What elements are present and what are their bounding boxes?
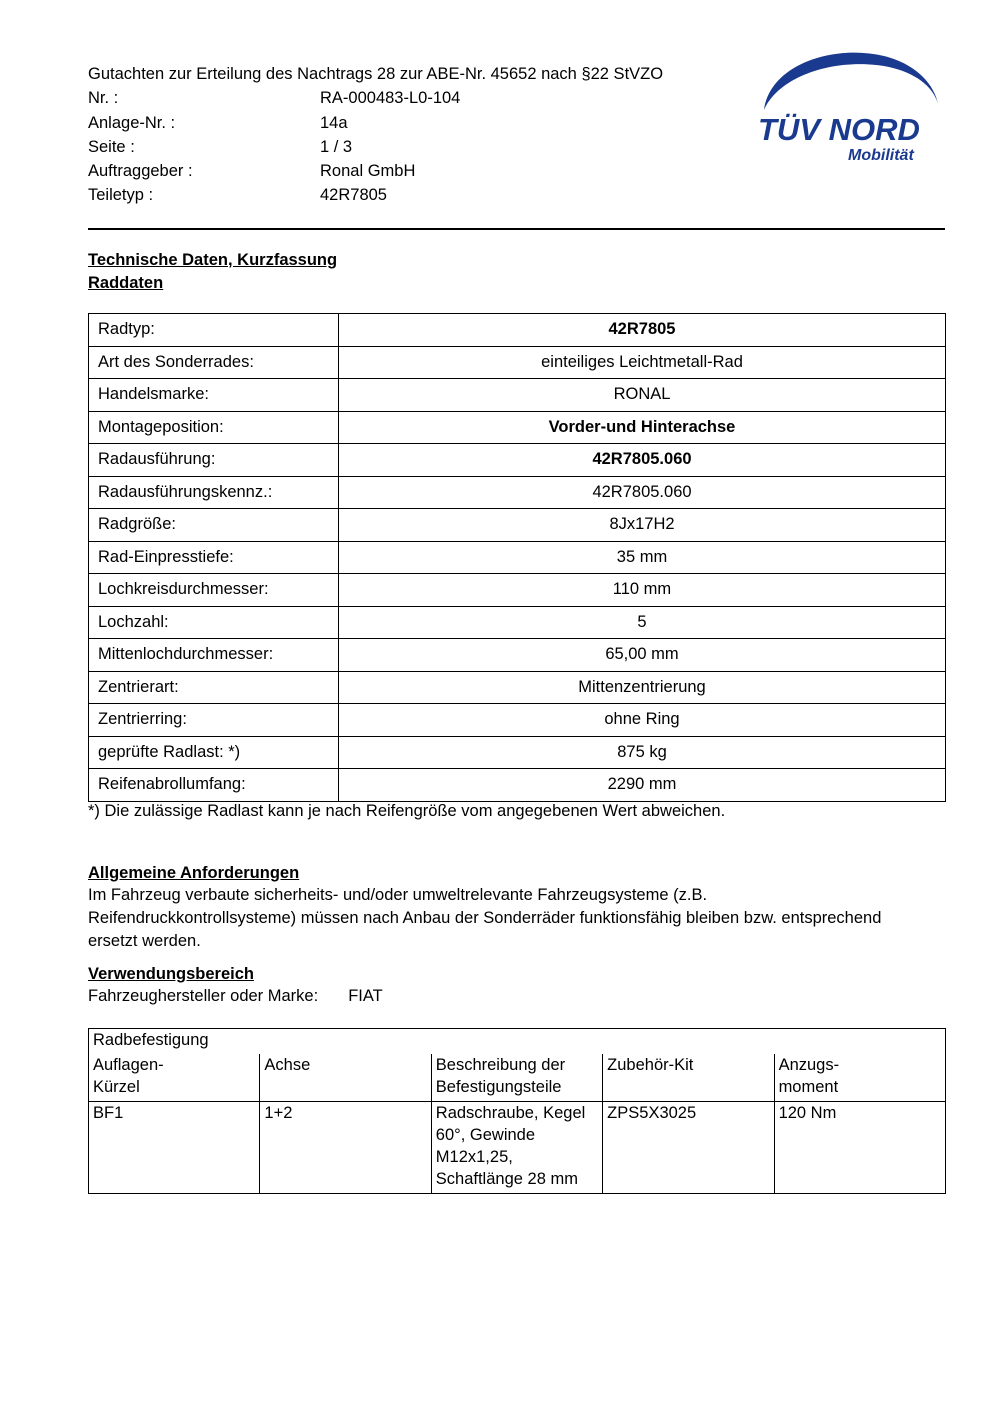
wheel-data-value: 42R7805 bbox=[339, 314, 946, 347]
svg-text:Mobilität: Mobilität bbox=[848, 147, 914, 163]
header-meta-value: Ronal GmbH bbox=[320, 162, 416, 180]
wheel-data-value: 2290 mm bbox=[339, 769, 946, 802]
table-row bbox=[89, 346, 946, 379]
cell-beschreibung bbox=[431, 1101, 602, 1193]
wheel-data-value: 5 bbox=[339, 606, 946, 639]
wheel-data-value: 110 mm bbox=[339, 574, 946, 607]
table-row bbox=[89, 379, 946, 412]
table-row bbox=[89, 411, 946, 444]
wheel-data-value: Mittenzentrierung bbox=[339, 671, 946, 704]
wheel-data-key: Handelsmarke: bbox=[89, 379, 339, 412]
col-header-moment-line2: moment bbox=[778, 1077, 839, 1096]
header-meta-value: 14a bbox=[320, 113, 348, 132]
table-row bbox=[89, 736, 946, 769]
header-meta-value: 42R7805 bbox=[320, 186, 387, 205]
wheel-data-key: Reifenabrollumfang: bbox=[89, 769, 339, 802]
usage-scope-line bbox=[88, 985, 908, 1008]
header-meta-row bbox=[88, 183, 460, 207]
wheel-data-table bbox=[88, 313, 946, 802]
header-meta-value: RA-000483-L0-104 bbox=[320, 89, 461, 108]
cell-kurzel: BF1 bbox=[89, 1101, 260, 1193]
wheel-data-value: 42R7805.060 bbox=[339, 476, 946, 509]
usage-scope-heading: Verwendungsbereich bbox=[88, 965, 254, 983]
wheel-data-key: Zentrierart: bbox=[89, 671, 339, 704]
col-header-moment-line1: Anzugs- bbox=[778, 1055, 840, 1074]
wheel-data-value: einteiliges Leichtmetall-Rad bbox=[339, 346, 946, 379]
wheel-data-key: Radausführungskennz.: bbox=[89, 476, 339, 509]
wheel-data-key: geprüfte Radlast: *) bbox=[89, 736, 339, 769]
general-requirements-text: Im Fahrzeug verbaute sicherheits- und/oder umweltrelevante Fahrzeugsysteme (z.B. Reifendruckkontrollsysteme) müssen nach Anbau der Sonderräder funktionsfähig bleiben bzw. entsprechend ersetzt werden. bbox=[88, 886, 882, 950]
col-header-kit: Zubehör-Kit bbox=[603, 1054, 774, 1101]
manufacturer-label: Fahrzeughersteller oder Marke: bbox=[88, 987, 319, 1005]
wheel-data-key: Radtyp: bbox=[89, 314, 339, 347]
table-row bbox=[89, 704, 946, 737]
table-row bbox=[89, 1101, 946, 1193]
col-header-beschreibung: Beschreibung der Befestigungsteile bbox=[431, 1054, 602, 1101]
wheel-data-value: ohne Ring bbox=[339, 704, 946, 737]
header-meta-row bbox=[88, 86, 460, 110]
col-header-kurzel-line2: Kürzel bbox=[93, 1077, 140, 1096]
technical-data-heading-block bbox=[88, 249, 337, 295]
table-row bbox=[89, 606, 946, 639]
wheel-data-value: 42R7805.060 bbox=[339, 444, 946, 477]
manufacturer-value: FIAT bbox=[348, 987, 383, 1005]
cell-moment: 120 Nm bbox=[774, 1101, 945, 1193]
table-row bbox=[89, 444, 946, 477]
table-row bbox=[89, 509, 946, 542]
header-meta-label: Auftraggeber : bbox=[88, 162, 193, 180]
table-row bbox=[89, 574, 946, 607]
table-row bbox=[89, 476, 946, 509]
wheel-fastening-table bbox=[88, 1028, 946, 1194]
wheel-data-key: Radausführung: bbox=[89, 444, 339, 477]
wheel-data-key: Montageposition: bbox=[89, 411, 339, 444]
wheel-data-value: Vorder-und Hinterachse bbox=[339, 411, 946, 444]
col-header-kurzel-line1: Auflagen- bbox=[93, 1055, 164, 1074]
fastening-title: Radbefestigung bbox=[89, 1029, 946, 1054]
cell-kit: ZPS5X3025 bbox=[603, 1101, 774, 1193]
header-meta-row bbox=[88, 111, 460, 135]
wheel-data-key: Radgröße: bbox=[89, 509, 339, 542]
cell-beschreibung-line1: Radschraube, Kegel 60°, Gewinde M12x1,25, bbox=[435, 1103, 586, 1166]
fastening-title-row bbox=[89, 1029, 946, 1054]
col-header-kurzel bbox=[89, 1054, 260, 1101]
wheel-data-key: Rad-Einpresstiefe: bbox=[89, 541, 339, 574]
table-row bbox=[89, 314, 946, 347]
table-row bbox=[89, 671, 946, 704]
header-meta-row bbox=[88, 159, 460, 183]
table-row bbox=[89, 541, 946, 574]
header-meta-label: Seite : bbox=[88, 137, 135, 156]
general-requirements-heading: Allgemeine Anforderungen bbox=[88, 864, 300, 882]
wheel-data-value: 8Jx17H2 bbox=[339, 509, 946, 542]
wheel-data-key: Art des Sonderrades: bbox=[89, 346, 339, 379]
technical-data-heading: Technische Daten, Kurzfassung bbox=[88, 251, 338, 269]
header-meta-table bbox=[88, 86, 460, 207]
col-header-achse: Achse bbox=[260, 1054, 431, 1101]
cell-beschreibung-line2: Schaftlänge 28 mm bbox=[435, 1169, 578, 1188]
header-title: Gutachten zur Erteilung des Nachtrags 28 zur ABE-Nr. 45652 nach §22 StVZO bbox=[88, 65, 664, 83]
wheel-data-value: 875 kg bbox=[339, 736, 946, 769]
wheel-data-key: Mittenlochdurchmesser: bbox=[89, 639, 339, 672]
table-row bbox=[89, 639, 946, 672]
cell-achse: 1+2 bbox=[260, 1101, 431, 1193]
wheel-data-value: RONAL bbox=[339, 379, 946, 412]
header-meta-label: Anlage-Nr. : bbox=[88, 113, 176, 132]
header-meta-row bbox=[88, 135, 460, 159]
wheel-data-value: 35 mm bbox=[339, 541, 946, 574]
tuv-nord-logo bbox=[756, 48, 946, 163]
radlast-footnote: *) Die zulässige Radlast kann je nach Reifengröße vom angegebenen Wert abweichen. bbox=[88, 802, 726, 820]
fastening-header-row bbox=[89, 1054, 946, 1101]
header-divider bbox=[88, 228, 945, 230]
wheel-data-value: 65,00 mm bbox=[339, 639, 946, 672]
table-row bbox=[89, 769, 946, 802]
header-meta-label: Teiletyp : bbox=[88, 186, 154, 205]
wheel-data-heading: Raddaten bbox=[88, 274, 164, 293]
wheel-data-key: Zentrierring: bbox=[89, 704, 339, 737]
col-header-moment bbox=[774, 1054, 945, 1101]
wheel-data-key: Lochzahl: bbox=[89, 606, 339, 639]
header-meta-label: Nr. : bbox=[88, 89, 119, 108]
svg-text:TÜV NORD: TÜV NORD bbox=[758, 112, 920, 147]
wheel-data-key: Lochkreisdurchmesser: bbox=[89, 574, 339, 607]
header-meta-value: 1 / 3 bbox=[320, 137, 353, 156]
